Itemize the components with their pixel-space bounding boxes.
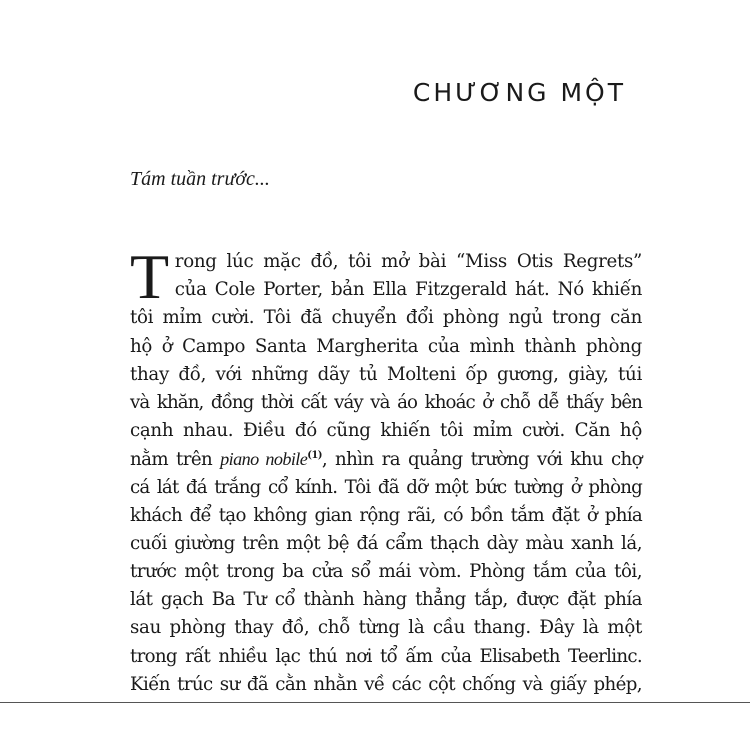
text-line: tôi mỉm cười. Tôi đã chuyển đổi phòng ngủ trong căn: [130, 307, 642, 329]
text-line: cạnh nhau. Điều đó cũng khiến tôi mỉm cười. Căn hộ: [130, 420, 642, 442]
chapter-title: CHƯƠNG MỘT: [412, 78, 626, 107]
text-line: và khăn, đồng thời cất váy và áo khoác ở chỗ dễ thấy bên: [130, 391, 642, 413]
body-text: [130, 241, 642, 699]
text-line: của Cole Porter, bản Ella Fitzgerald hát. Nó khiến: [174, 279, 642, 301]
text-segment: nằm trên: [130, 449, 221, 471]
text-line: thay đồ, với những dãy tủ Molteni ốp gương, giày, túi: [130, 363, 642, 385]
text-segment: , nhìn ra quảng trường với khu chợ: [321, 449, 642, 471]
text-line: cá lát đá trắng cổ kính. Tôi đã dỡ một bức tường ở phòng: [130, 476, 642, 498]
text-line: [130, 445, 642, 473]
text-line: hộ ở Campo Santa Margherita của mình thành phòng: [130, 335, 642, 357]
text-line: sau phòng thay đồ, chỗ từng là cầu thang. Đây là một: [130, 617, 642, 639]
text-line: cuối giường trên một bệ đá cẩm thạch dày màu xanh lá,: [130, 532, 642, 554]
text-line: trước một trong ba cửa sổ mái vòm. Phòng tắm của tôi,: [130, 561, 642, 583]
text-line: rong lúc mặc đồ, tôi mở bài “Miss Otis Regrets”: [174, 251, 642, 272]
text-line: khách để tạo không gian rộng rãi, có bồn tắm đặt ở phía: [130, 504, 642, 526]
text-line: trong rất nhiều lạc thú nơi tổ ấm của Elisabeth Teerlinc.: [130, 645, 642, 667]
text-line: Kiến trúc sư đã cằn nhằn về các cột chống và giấy phép,: [130, 673, 642, 695]
drop-cap: T: [130, 241, 169, 312]
italic-term: piano nobile: [220, 449, 308, 470]
epigraph: Tám tuần trước...: [130, 168, 270, 190]
text-line: lát gạch Ba Tư cổ thành hàng thẳng tắp, được đặt phía: [130, 589, 642, 611]
footnote-marker[interactable]: (1): [307, 450, 322, 462]
